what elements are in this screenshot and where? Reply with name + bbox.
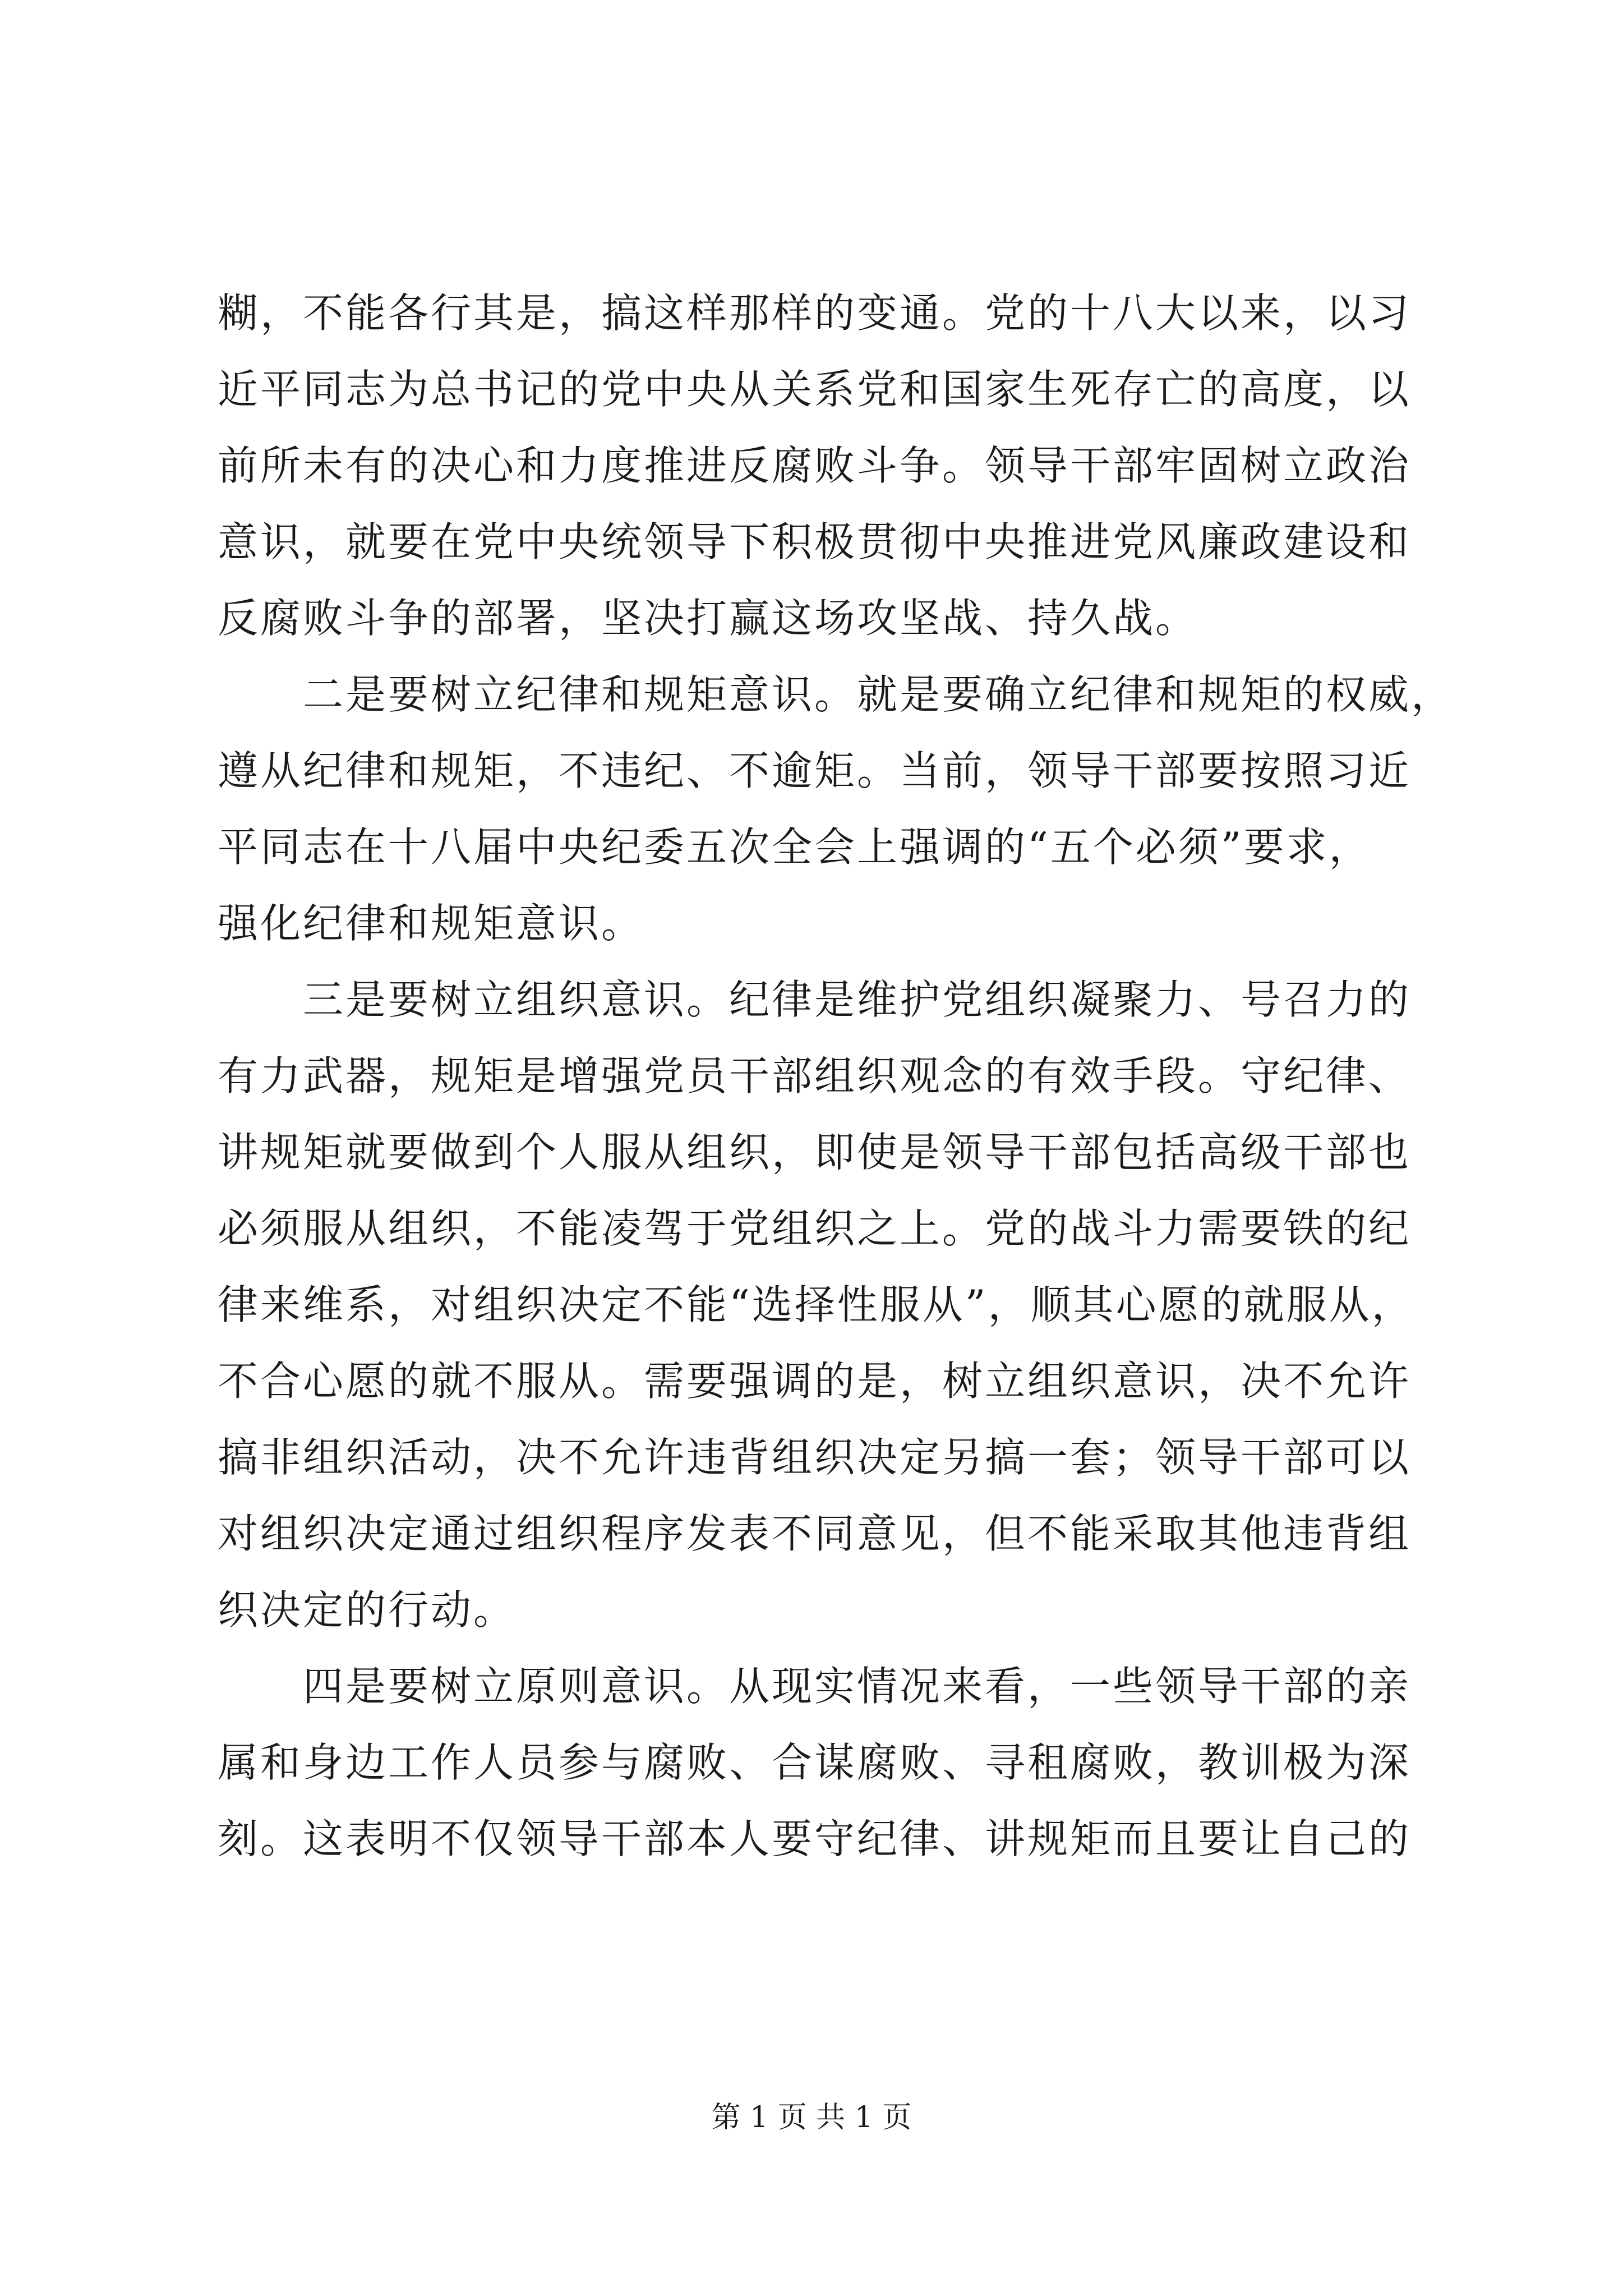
text-line: 搞非组织活动，决不允许违背组织决定另搞一套；领导干部可以 — [218, 1434, 1412, 1481]
text-line: 平同志在十八届中央纪委五次全会上强调的“五个必须”要求， — [218, 823, 1372, 871]
text-line: 四是要树立原则意识。从现实情况来看，一些领导干部的亲 — [303, 1663, 1412, 1710]
text-line: 近平同志为总书记的党中央从关系党和国家生死存亡的高度，以 — [218, 366, 1412, 413]
text-line: 反腐败斗争的部署，坚决打赢这场攻坚战、持久战。 — [218, 595, 1198, 642]
text-line: 属和身边工作人员参与腐败、合谋腐败、寻租腐败，教训极为深 — [218, 1739, 1412, 1786]
text-line: 糊，不能各行其是，搞这样那样的变通。党的十八大以来，以习 — [218, 289, 1412, 337]
text-line: 意识，就要在党中央统领导下积极贯彻中央推进党风廉政建设和 — [218, 518, 1412, 565]
text-line: 律来维系，对组织决定不能“选择性服从”，顺其心愿的就服从， — [218, 1281, 1414, 1328]
text-line: 讲规矩就要做到个人服从组织，即使是领导干部包括高级干部也 — [218, 1129, 1412, 1176]
page-footer: 第 1 页 共 1 页 — [711, 2101, 912, 2134]
text-line: 必须服从组织，不能凌驾于党组织之上。党的战斗力需要铁的纪 — [218, 1205, 1412, 1252]
document-body — [218, 275, 1454, 1877]
text-line: 三是要树立组织意识。纪律是维护党组织凝聚力、号召力的 — [303, 976, 1412, 1023]
text-line: 对组织决定通过组织程序发表不同意见，但不能采取其他违背组 — [218, 1510, 1412, 1557]
text-line: 遵从纪律和规矩，不违纪、不逾矩。当前，领导干部要按照习近 — [218, 747, 1412, 794]
text-line: 前所未有的决心和力度推进反腐败斗争。领导干部牢固树立政治 — [218, 442, 1412, 489]
text-line: 不合心愿的就不服从。需要强调的是，树立组织意识，决不允许 — [218, 1358, 1412, 1405]
text-line: 织决定的行动。 — [218, 1586, 517, 1634]
text-line: 二是要树立纪律和规矩意识。就是要确立纪律和规矩的权威， — [303, 671, 1454, 718]
text-line: 强化纪律和规矩意识。 — [218, 900, 644, 947]
text-line: 刻。这表明不仅领导干部本人要守纪律、讲规矩而且要让自己的 — [218, 1815, 1412, 1862]
text-line: 有力武器，规矩是增强党员干部组织观念的有效手段。守纪律、 — [218, 1052, 1412, 1099]
